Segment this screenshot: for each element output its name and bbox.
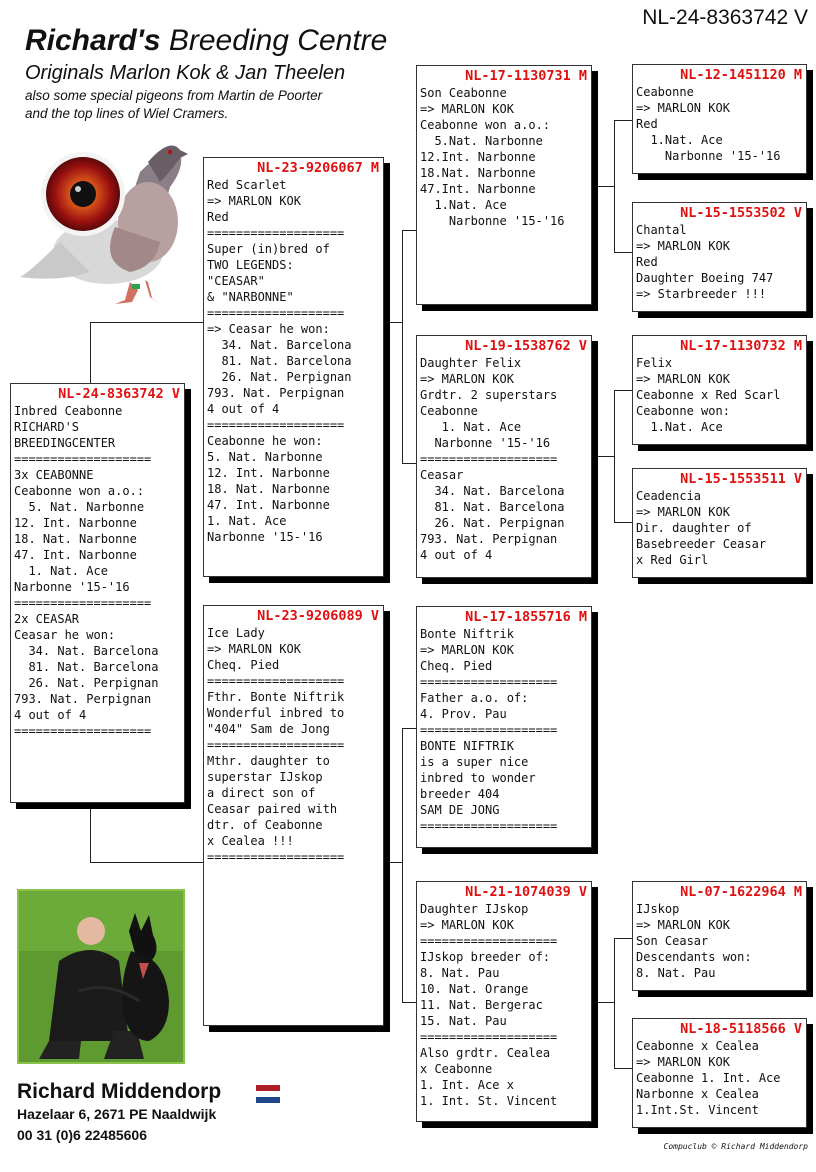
card-line: => MARLON KOK	[636, 1055, 730, 1069]
ring-number: NL-12-1451120 M	[680, 67, 802, 83]
connector-line	[90, 862, 204, 863]
pigeon-eye-logo	[20, 132, 192, 310]
card-line: Red Scarlet	[207, 178, 287, 192]
card-line: 1.Nat. Ace	[636, 133, 723, 147]
card-line: => Starbreeder !!!	[636, 287, 767, 301]
card-line: Inbred Ceabonne	[14, 404, 123, 418]
card-line: IJskop breeder of:	[420, 950, 551, 964]
card-line: ===================	[420, 819, 558, 833]
card-line: 18. Nat. Narbonne	[207, 482, 330, 496]
card-line: ===================	[14, 724, 152, 738]
card-line: Ceabonne won:	[636, 404, 730, 418]
subtitle: Originals Marlon Kok & Jan Theelen	[25, 62, 346, 84]
card-line: Daughter Boeing 747	[636, 271, 774, 285]
card-line: x Ceabonne	[420, 1062, 493, 1076]
connector-line	[402, 1002, 417, 1003]
title-bold: Richard's	[25, 24, 161, 57]
pedigree-card-father-father	[416, 65, 592, 305]
card-line: ===================	[207, 418, 345, 432]
pedigree-card-mother-father	[416, 606, 592, 848]
card-line: 81. Nat. Barcelona	[207, 354, 352, 368]
connector-line	[402, 463, 417, 464]
card-line: Ceabonne won a.o.:	[420, 118, 551, 132]
card-line: Narbonne '15-'16	[636, 149, 781, 163]
card-line: 34. Nat. Barcelona	[14, 644, 159, 658]
card-line: superstar IJskop	[207, 770, 323, 784]
card-line: ===================	[420, 723, 558, 737]
card-line: 3x CEABONNE	[14, 468, 94, 482]
card-line: 47.Int. Narbonne	[420, 182, 536, 196]
pedigree-card-fmf	[632, 335, 807, 445]
card-line: => MARLON KOK	[636, 918, 730, 932]
pedigree-card-father-mother	[416, 335, 592, 578]
owner-phone: 00 31 (0)6 22485606	[17, 1127, 147, 1143]
card-line: 10. Nat. Orange	[420, 982, 529, 996]
card-line: 5. Nat. Narbonne	[14, 500, 145, 514]
pedigree-card-fff	[632, 64, 807, 174]
card-line: "CEASAR"	[207, 274, 265, 288]
card-line: Narbonne '15-'16	[207, 530, 323, 544]
pedigree-card-mother	[203, 605, 384, 1026]
title-rest: Breeding Centre	[168, 24, 388, 57]
card-line: 12. Int. Narbonne	[207, 466, 330, 480]
intro-line-1: also some special pigeons from Martin de Poorter	[25, 88, 323, 103]
card-line: Cheq. Pied	[420, 659, 493, 673]
card-line: => MARLON KOK	[636, 505, 730, 519]
card-line: x Cealea !!!	[207, 834, 294, 848]
card-line: 5.Nat. Narbonne	[420, 134, 543, 148]
card-line: Daughter IJskop	[420, 902, 529, 916]
card-line: Ceabonne x Red Scarl	[636, 388, 781, 402]
card-line: Red	[207, 210, 229, 224]
card-line: BONTE NIFTRIK	[420, 739, 514, 753]
card-line: 1. Nat. Ace	[207, 514, 287, 528]
card-line: Also grdtr. Cealea	[420, 1046, 551, 1060]
card-line: 81. Nat. Barcelona	[14, 660, 159, 674]
connector-line	[402, 728, 417, 729]
card-line: => MARLON KOK	[420, 643, 514, 657]
card-line: 793. Nat. Perpignan	[207, 386, 345, 400]
card-line: 34. Nat. Barcelona	[420, 484, 565, 498]
pedigree-card-fmm	[632, 468, 807, 578]
intro-line-2: and the top lines of Wiel Cramers.	[25, 106, 229, 121]
connector-line	[384, 322, 402, 323]
card-line: Ceabonne won a.o.:	[14, 484, 145, 498]
connector-line	[402, 230, 417, 231]
card-line: RICHARD'S	[14, 420, 80, 434]
card-line: Narbonne '15-'16	[420, 214, 565, 228]
card-line: 81. Nat. Barcelona	[420, 500, 565, 514]
ring-number: NL-15-1553511 V	[680, 471, 802, 487]
owner-name: Richard Middendorp	[17, 1080, 222, 1103]
card-line: is a super nice	[420, 755, 529, 769]
ring-number: NL-23-9206089 V	[257, 608, 379, 624]
connector-line	[614, 120, 632, 121]
connector-line	[596, 186, 614, 187]
card-line: Grdtr. 2 superstars	[420, 388, 558, 402]
card-line: => MARLON KOK	[636, 239, 730, 253]
connector-line	[402, 230, 403, 463]
card-line: ===================	[207, 738, 345, 752]
card-line: 26. Nat. Perpignan	[207, 370, 352, 384]
connector-line	[402, 728, 403, 1002]
card-line: 11. Nat. Bergerac	[420, 998, 543, 1012]
card-line: Wonderful inbred to	[207, 706, 345, 720]
card-line: 1.Nat. Ace	[636, 420, 723, 434]
connector-line	[614, 390, 615, 522]
card-line: 34. Nat. Barcelona	[207, 338, 352, 352]
connector-line	[596, 1002, 614, 1003]
connector-line	[90, 322, 204, 323]
card-line: ===================	[14, 596, 152, 610]
card-line: => MARLON KOK	[420, 918, 514, 932]
owner-address: Hazelaar 6, 2671 PE Naaldwijk	[17, 1106, 217, 1122]
ring-number: NL-18-5118566 V	[680, 1021, 802, 1037]
card-line: 18.Nat. Narbonne	[420, 166, 536, 180]
pedigree-card-father	[203, 157, 384, 577]
card-line: Ceabonne he won:	[207, 434, 323, 448]
card-line: Felix	[636, 356, 673, 370]
card-line: Father a.o. of:	[420, 691, 529, 705]
card-line: Ceabonne	[636, 85, 694, 99]
card-line: Narbonne '15-'16	[420, 436, 551, 450]
card-line: Bonte Niftrik	[420, 627, 514, 641]
connector-line	[596, 456, 614, 457]
card-line: Ice Lady	[207, 626, 265, 640]
card-line: 4 out of 4	[420, 548, 493, 562]
page-title	[25, 24, 387, 58]
card-line: Ceabonne 1. Int. Ace	[636, 1071, 781, 1085]
card-line: x Red Girl	[636, 553, 709, 567]
card-line: => MARLON KOK	[636, 372, 730, 386]
card-line: Ceasar paired with	[207, 802, 338, 816]
owner-photo	[17, 889, 185, 1064]
card-line: 26. Nat. Perpignan	[420, 516, 565, 530]
card-line: Red	[636, 255, 658, 269]
pedigree-card-ffm	[632, 202, 807, 312]
card-line: Daughter Felix	[420, 356, 522, 370]
card-line: breeder 404	[420, 787, 500, 801]
card-line: Son Ceasar	[636, 934, 709, 948]
copyright-note: Compuclub © Richard Middendorp	[663, 1142, 808, 1151]
card-line: ===================	[207, 226, 345, 240]
card-line: 1. Nat. Ace	[420, 420, 522, 434]
ring-number: NL-17-1855716 M	[465, 609, 587, 625]
card-line: dtr. of Ceabonne	[207, 818, 323, 832]
card-line: 793. Nat. Perpignan	[420, 532, 558, 546]
card-line: Fthr. Bonte Niftrik	[207, 690, 345, 704]
ring-number: NL-17-1130731 M	[465, 68, 587, 84]
card-line: a direct son of	[207, 786, 316, 800]
card-line: Ceasar he won:	[14, 628, 116, 642]
card-line: 1. Int. Ace x	[420, 1078, 514, 1092]
card-line: ===================	[207, 674, 345, 688]
card-line: ===================	[207, 306, 345, 320]
ring-number: NL-23-9206067 M	[257, 160, 379, 176]
connector-line	[614, 390, 632, 391]
card-line: ===================	[420, 1030, 558, 1044]
card-line: Dir. daughter of	[636, 521, 752, 535]
card-line: 5. Nat. Narbonne	[207, 450, 323, 464]
card-line: BREEDINGCENTER	[14, 436, 116, 450]
card-line: Descendants won:	[636, 950, 752, 964]
connector-line	[614, 938, 632, 939]
card-line: Ceabonne x Cealea	[636, 1039, 759, 1053]
card-line: => MARLON KOK	[207, 642, 301, 656]
card-line: Ceadencia	[636, 489, 702, 503]
card-line: => MARLON KOK	[420, 372, 514, 386]
card-line: 15. Nat. Pau	[420, 1014, 507, 1028]
card-line: Cheq. Pied	[207, 658, 280, 672]
connector-line	[614, 522, 632, 523]
card-line: 8. Nat. Pau	[636, 966, 716, 980]
card-line: Red	[636, 117, 658, 131]
card-line: 1.Nat. Ace	[420, 198, 507, 212]
card-line: ===================	[420, 675, 558, 689]
card-line: Ceabonne	[420, 404, 478, 418]
connector-line	[384, 862, 402, 863]
card-line: 1.Int.St. Vincent	[636, 1103, 759, 1117]
card-line: 12.Int. Narbonne	[420, 150, 536, 164]
card-line: Mthr. daughter to	[207, 754, 330, 768]
netherlands-flag-icon	[256, 1085, 280, 1103]
card-line: => Ceasar he won:	[207, 322, 330, 336]
card-line: 18. Nat. Narbonne	[14, 532, 137, 546]
connector-line	[614, 938, 615, 1068]
pedigree-card-mmm	[632, 1018, 807, 1128]
ring-number: NL-21-1074039 V	[465, 884, 587, 900]
card-line: SAM DE JONG	[420, 803, 500, 817]
connector-line	[614, 120, 615, 252]
card-line: 793. Nat. Perpignan	[14, 692, 152, 706]
card-line: => MARLON KOK	[420, 102, 514, 116]
ring-number: NL-19-1538762 V	[465, 338, 587, 354]
connector-line	[614, 1068, 632, 1069]
card-line: Super (in)bred of	[207, 242, 330, 256]
connector-line	[614, 252, 632, 253]
ring-number: NL-24-8363742 V	[58, 386, 180, 402]
pedigree-ring-number: NL-24-8363742 V	[642, 6, 808, 29]
card-line: 47. Int. Narbonne	[14, 548, 137, 562]
card-line: ===================	[420, 452, 558, 466]
card-line: "404" Sam de Jong	[207, 722, 330, 736]
card-line: ===================	[420, 934, 558, 948]
card-line: => MARLON KOK	[207, 194, 301, 208]
card-line: 26. Nat. Perpignan	[14, 676, 159, 690]
card-line: => MARLON KOK	[636, 101, 730, 115]
card-line: 2x CEASAR	[14, 612, 80, 626]
card-line: IJskop	[636, 902, 680, 916]
card-line: inbred to wonder	[420, 771, 536, 785]
card-line: 4 out of 4	[14, 708, 87, 722]
ring-number: NL-15-1553502 V	[680, 205, 802, 221]
card-line: Chantal	[636, 223, 687, 237]
connector-line	[90, 322, 91, 384]
card-line: Son Ceabonne	[420, 86, 507, 100]
card-line: Ceasar	[420, 468, 464, 482]
card-line: 12. Int. Narbonne	[14, 516, 137, 530]
card-line: TWO LEGENDS:	[207, 258, 294, 272]
card-line: 4 out of 4	[207, 402, 280, 416]
pedigree-card-main	[10, 383, 185, 803]
card-line: & "NARBONNE"	[207, 290, 294, 304]
card-line: 47. Int. Narbonne	[207, 498, 330, 512]
card-line: ===================	[14, 452, 152, 466]
card-line: 4. Prov. Pau	[420, 707, 507, 721]
card-line: 1. Int. St. Vincent	[420, 1094, 558, 1108]
pedigree-card-mother-mother	[416, 881, 592, 1122]
card-line: ===================	[207, 850, 345, 864]
card-line: Basebreeder Ceasar	[636, 537, 767, 551]
card-line: Narbonne '15-'16	[14, 580, 130, 594]
connector-line	[90, 803, 91, 863]
pedigree-card-mmf	[632, 881, 807, 991]
ring-number: NL-17-1130732 M	[680, 338, 802, 354]
card-line: 1. Nat. Ace	[14, 564, 108, 578]
ring-number: NL-07-1622964 M	[680, 884, 802, 900]
card-line: 8. Nat. Pau	[420, 966, 500, 980]
card-line: Narbonne x Cealea	[636, 1087, 759, 1101]
